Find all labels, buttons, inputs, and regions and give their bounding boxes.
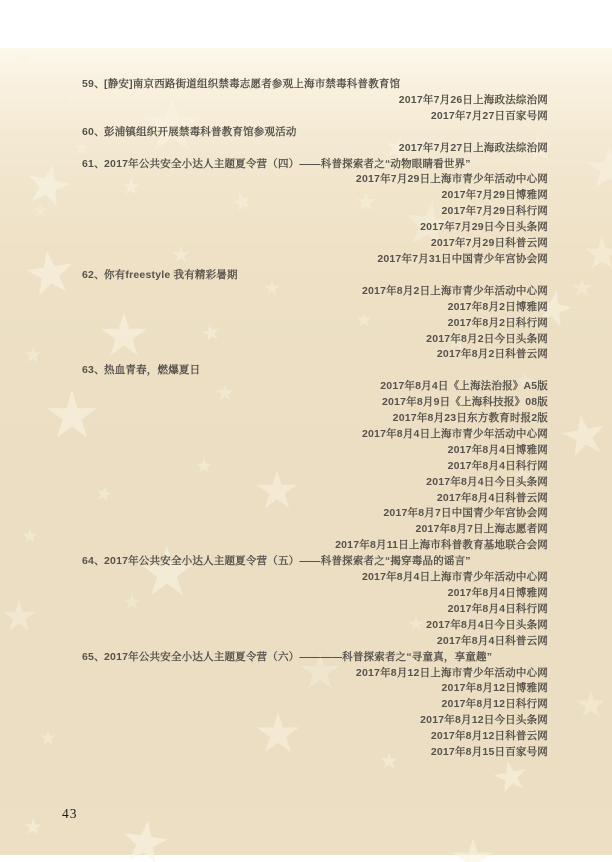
page-number: 43 [62,806,78,821]
publication-line: 2017年8月4日博雅网 [447,443,548,456]
publication-line: 2017年8月4日科普云网 [436,491,548,504]
publication-line: 2017年8月12日科行网 [441,698,548,711]
publication-line: 2017年8月7日上海志愿者网 [415,523,548,536]
publication-line: 2017年8月2日博雅网 [447,300,548,313]
entry-number: 62、 [82,268,105,281]
publication-line: 2017年7月29日科普云网 [430,237,548,250]
entry-list [82,77,548,761]
entry [82,77,548,125]
publication-line: 2017年8月12日今日头条网 [420,714,548,727]
entry-title: 彭浦镇组织开展禁毒科普教育馆参观活动 [104,125,297,138]
entry-number: 63、 [82,364,105,377]
entry-title-row [82,125,548,141]
publication-list [82,666,548,761]
entry-title: 2017年公共安全小达人主题夏令营（五）——科普探索者之“揭穿毒品的谣言” [104,555,471,568]
entry [82,363,548,554]
entry-number: 61、 [82,157,105,170]
entry [82,157,548,268]
publication-line: 2017年7月27日百家号网 [430,109,548,122]
entry-title-row [82,554,548,570]
publication-line: 2017年8月2日科普云网 [436,348,548,361]
entry-title-row [82,77,548,93]
publication-line: 2017年8月4日博雅网 [447,587,548,599]
entry-title: 2017年公共安全小达人主题夏令营（四）——科普探索者之“动物眼睛看世界” [104,157,471,170]
publication-line: 2017年8月9日《上海科技报》08版 [381,396,548,409]
publication-list [82,141,548,157]
publication-line: 2017年8月4日今日头条网 [426,475,548,488]
publication-list [82,93,548,125]
entry [82,554,548,649]
publication-line: 2017年8月4日《上海法治报》A5版 [380,380,548,393]
publication-line: 2017年7月31日中国青少年宫协会网 [377,252,548,265]
publication-line: 2017年7月26日上海政法综治网 [398,93,548,106]
entry-title: 热血青春，燃爆夏日 [104,364,201,377]
entry-title: [静安]南京西路街道组织禁毒志愿者参观上海市禁毒科普教育馆 [104,78,401,90]
publication-line: 2017年7月29日科行网 [441,205,548,218]
entry-title-row [82,268,548,284]
publication-line: 2017年8月12日博雅网 [441,682,548,695]
publication-line: 2017年8月23日东方教育时报2版 [392,412,548,425]
publication-line: 2017年8月4日科行网 [447,602,548,615]
publication-line: 2017年8月4日科普云网 [436,634,548,647]
publication-line: 2017年8月4日上海市青少年活动中心网 [361,427,548,440]
entry-number: 65、 [82,650,105,663]
publication-line: 2017年8月4日今日头条网 [426,618,548,631]
publication-line: 2017年7月29日上海市青少年活动中心网 [355,173,548,186]
publication-line: 2017年8月11日上海市科普教育基地联合会网 [335,539,548,552]
entry-title-row [82,650,548,666]
publication-list [82,284,548,364]
entry-number: 59、 [82,78,105,90]
publication-line: 2017年8月2日上海市青少年活动中心网 [361,284,548,297]
entry-number: 64、 [82,555,105,568]
entry-title-row [82,157,548,173]
publication-line: 2017年8月12日上海市青少年活动中心网 [355,666,548,679]
publication-line: 2017年8月15日百家号网 [430,746,548,759]
publication-line: 2017年8月4日上海市青少年活动中心网 [361,571,548,584]
entry [82,650,548,761]
publication-list [82,379,548,554]
publication-line: 2017年8月2日今日头条网 [426,332,548,345]
entry-title: 你有freestyle 我有精彩暑期 [104,268,238,281]
entry-title-row [82,363,548,379]
publication-line: 2017年7月27日上海政法综治网 [398,141,548,154]
publication-line: 2017年8月7日中国青少年宫协会网 [383,507,548,520]
entry [82,125,548,157]
publication-list [82,570,548,650]
publication-line: 2017年8月12日科普云网 [430,730,548,743]
entry-number: 60、 [82,125,105,138]
publication-line: 2017年8月4日科行网 [447,459,548,472]
entry [82,268,548,363]
publication-list [82,172,548,267]
publication-line: 2017年7月29日今日头条网 [420,221,548,234]
publication-line: 2017年7月29日博雅网 [441,189,548,202]
publication-line: 2017年8月2日科行网 [447,316,548,329]
entry-title: 2017年公共安全小达人主题夏令营（六）————科普探索者之“寻童真，享童趣” [104,650,493,663]
